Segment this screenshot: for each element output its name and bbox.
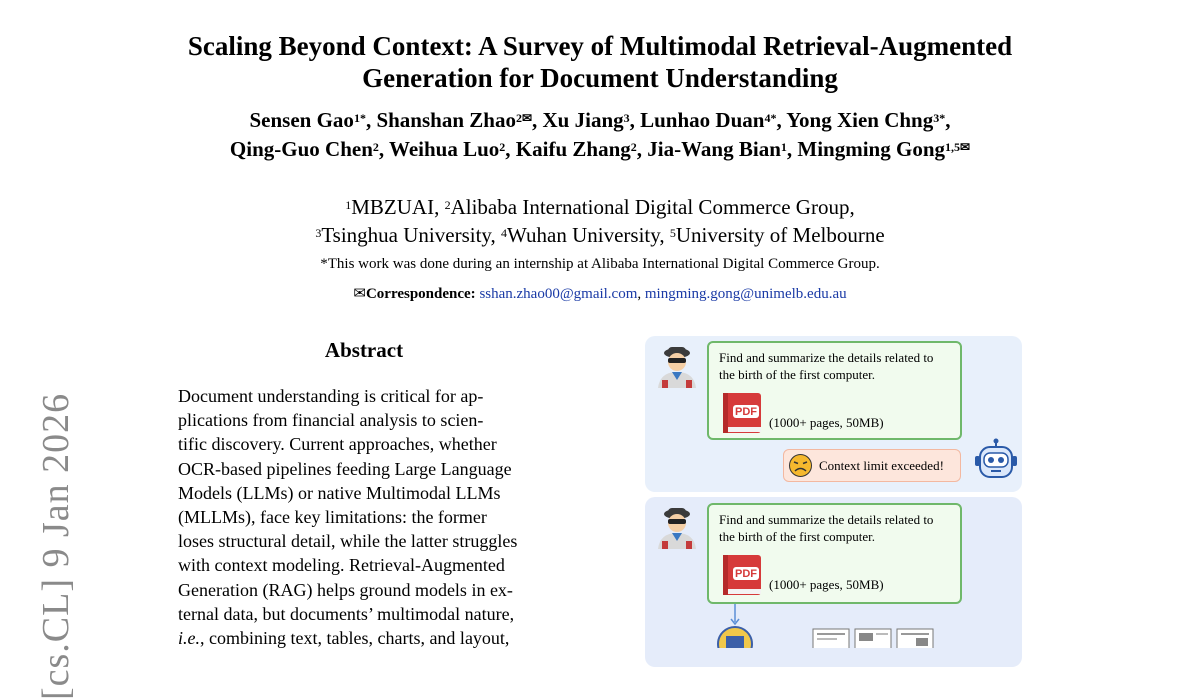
retriever-flow-icon [710,604,760,648]
author-line-1: Sensen Gao$^{1*}$, Shanshan Zhao$^{2✉}$, Xu Jiang$^3$, Lunhao Duan$^{4*}$, Yong Xien Chng$^{3*}$, [249,108,951,132]
affil-sup: 4 [501,226,508,240]
affiliation: Alibaba International Digital Commerce Group [450,195,850,219]
pdf-caption: (1000+ pages, 50MB) [769,415,884,430]
affiliation: University of Melbourne [675,223,885,247]
query-line-2: the birth of the first computer. [719,367,875,382]
correspondence: ✉Correspondence: sshan.zhao00@gmail.com, mingming.gong@unimelb.edu.au [353,286,847,302]
affil-sup: 3 [315,226,322,240]
abstract-line: Generation (RAG) helps ground models in ex- [178,579,513,600]
query-line-1: Find and summarize the details related to [719,350,934,365]
abstract-line: (MLLMs), face key limitations: the former [178,507,487,528]
author-name: Jia-Wang Bian [647,137,781,161]
paper-title [0,30,1200,94]
hacker-user-icon [654,503,700,549]
abstract-line-rest: , combining text, tables, charts, and layout, [200,628,510,649]
title-line-1: Scaling Beyond Context: A Survey of Multimodal Retrieval-Augmented [187,31,1013,61]
abstract-body [178,384,550,650]
author-sup: 2 [499,140,506,154]
author-name: Kaifu Zhang [515,137,631,161]
author-name: Lunhao Duan [640,108,765,132]
context-error-badge [783,449,961,482]
author-name: Weihua Luo [389,137,500,161]
author-sup: 3 [623,111,630,125]
author-list [0,106,1200,164]
affil-sup: 5 [669,226,676,240]
envelope-icon: ✉ [353,286,366,302]
affiliation-list [0,193,1200,249]
author-name: Sensen Gao [249,108,354,132]
author-name: Shanshan Zhao [376,108,516,132]
arxiv-stamp: [cs.CL] 9 Jan 2026 [35,392,77,700]
author-line-2: Qing-Guo Chen$^2$, Weihua Luo$^2$, Kaifu Zhang$^2$, Jia-Wang Bian$^1$, Mingming Gong$^{1,5✉}$ [229,137,971,161]
affiliation-line-2: $^3$Tsinghua University, $^4$Wuhan University, $^5$University of Melbourne [315,223,885,247]
author-sup: 2 [630,140,637,154]
author-sup: 3* [933,111,946,125]
robot-icon [973,438,1019,484]
author-name: Xu Jiang [542,108,624,132]
author-sup: 1 [780,140,787,154]
affiliation-line-1: $^1$MBZUAI, $^2$Alibaba International Digital Commerce Group, [345,195,855,219]
affil-sup: 1 [345,198,352,212]
context-error-text: Context limit exceeded! [819,458,944,473]
correspondence-label: Correspondence: [365,286,476,302]
author-sup: 2✉ [515,111,533,125]
pdf-label: PDF [735,568,757,580]
author-name: Yong Xien Chng [786,108,934,132]
email-link-1[interactable]: sshan.zhao00@gmail.com [479,286,638,302]
abstract-line: Models (LLMs) or native Multimodal LLMs [178,482,501,503]
abstract-line: OCR-based pipelines feeding Large Language [178,458,512,479]
query-bubble-bottom [707,503,962,604]
email-link-2[interactable]: mingming.gong@unimelb.edu.au [644,286,847,302]
abstract-line [178,626,550,650]
affiliation: Tsinghua University [321,223,491,247]
affiliation: MBZUAI [351,195,435,219]
hacker-user-icon [654,342,700,388]
author-sup: 4* [764,111,777,125]
pdf-caption: (1000+ pages, 50MB) [769,577,884,592]
affil-sup: 2 [444,198,451,212]
abstract-line: plications from financial analysis to scien- [178,410,484,431]
abstract-heading: Abstract [324,338,404,362]
abstract-line: Document understanding is critical for ap- [178,386,484,406]
author-name: Qing-Guo Chen [229,137,373,161]
pdf-label: PDF [735,406,757,418]
abstract-line: with context modeling. Retrieval-Augmented [178,555,505,576]
document-pages-icon [812,628,934,648]
abstract-italic: i.e. [178,628,200,649]
query-line-1: Find and summarize the details related to [719,512,934,527]
abstract-line: tific discovery. Current approaches, whether [178,434,497,455]
internship-note: *This work was done during an internship at Alibaba International Digital Commerce Group. [320,256,880,272]
title-line-2: Generation for Document Understanding [362,63,838,93]
query-line-2: the birth of the first computer. [719,529,875,544]
sad-face-icon [788,453,813,478]
abstract-line: ternal data, but documents’ multimodal nature, [178,603,515,624]
affiliation: Wuhan University [507,223,660,247]
author-sup: 2 [372,140,379,154]
abstract-line: loses structural detail, while the latter struggles [178,531,518,552]
author-sup: 1,5✉ [945,140,971,154]
query-bubble-top [707,341,962,440]
author-name: Mingming Gong [797,137,945,161]
author-sup: 1* [353,111,366,125]
